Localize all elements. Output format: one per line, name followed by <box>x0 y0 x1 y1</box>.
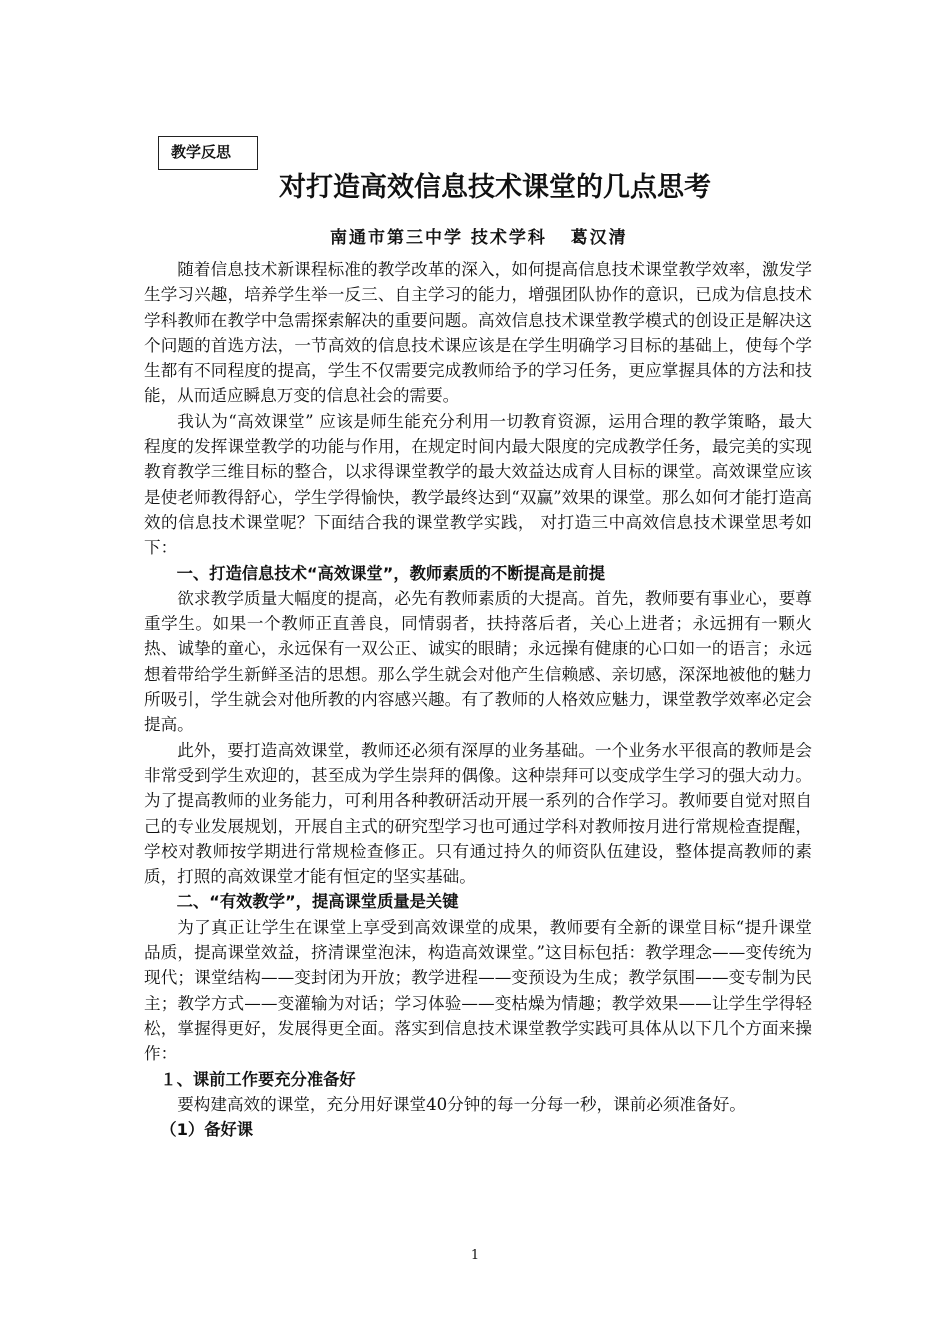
subsection-heading-1: １、课前工作要充分准备好 <box>160 1069 356 1089</box>
paragraph-effective-teaching: 为了真正让学生在课堂上享受到高效课堂的成果，教师要有全新的课堂目标“提升课堂品质，提高课堂效益，挤清课堂泡沫，构造高效课堂。”这目标包括：教学理念——变传统为现代；课堂结构——变封闭为开放；教学进程——变预设为生成；教学氛围——变专制为民主；教学方式——变灌输为对话；学习体验——变枯燥为情趣；教学效果——让学生学得轻松，掌握得更好，发展得更全面。落实到信息技术课堂教学实践可具体从以下几个方面来操作： <box>144 917 812 1064</box>
section-heading-2: 二、“有效教学”，提高课堂质量是关键 <box>176 892 459 912</box>
paragraph-teacher-quality: 欲求教学质量大幅度的提高，必先有教师素质的大提高。首先，教师要有事业心，要尊重学生。如果一个教师正直善良，同情弱者，扶持落后者，关心上进者；永远拥有一颗火热、诚挚的童心，永远保有一双公正、诚实的眼睛；永远操有健康的心口如一的语言；永远想着带给学生新鲜圣洁的思想。那么学生就会对他产生信赖感、亲切感，深深地被他的魅力所吸引，学生就会对他所教的内容感兴趣。有了教师的人格效应魅力，课堂教学效率必定会提高。 <box>144 588 812 735</box>
section-heading-1: 一、打造信息技术“高效课堂”，教师素质的不断提高是前提 <box>176 563 606 583</box>
subsection-heading-1-1: （1）备好课 <box>160 1120 254 1140</box>
page-number: 1 <box>470 1248 480 1263</box>
paragraph-definition: 我认为“高效课堂” 应该是师生能充分利用一切教育资源，运用合理的教学策略，最大程度的发挥课堂教学的功能与作用，在规定时间内最大限度的完成教学任务，最完美的实现教育教学三维目标的整合，以求得课堂教学的最大效益达成育人目标的课堂。高效课堂应该是使老师教得舒心，学生学得愉快，教学最终达到“双赢”效果的课堂。那么如何才能打造高效的信息技术课堂呢？下面结合我的课堂教学实践， 对打造三中高效信息技术课堂思考如下： <box>144 411 812 558</box>
paragraph-teacher-skills: 此外，要打造高效课堂，教师还必须有深厚的业务基础。一个业务水平很高的教师是会非常受到学生欢迎的，甚至成为学生崇拜的偶像。这种崇拜可以变成学生学习的强大动力。为了提高教师的业务能力，可利用各种教研活动开展一系列的合作学习。教师要自觉对照自己的专业发展规划，开展自主式的研究型学习也可通过学科对教师按月进行常规检查提醒，学校对教师按学期进行常规检查修正。只有通过持久的师资队伍建设，整体提高教师的素质，打照的高效课堂才能有恒定的坚实基础。 <box>144 740 812 887</box>
category-tag: 教学反思 <box>158 136 258 170</box>
article-body <box>144 257 812 1142</box>
paragraph-intro: 随着信息技术新课程标准的教学改革的深入，如何提高信息技术课堂教学效率，激发学生学习兴趣，培养学生举一反三、自主学习的能力，增强团队协作的意识，已成为信息技术学科教师在教学中急需探索解决的重要问题。高效信息技术课堂教学模式的创设正是解决这个问题的首选方法，一节高效的信息技术课应该是在学生明确学习目标的基础上，使每个学生都有不同程度的提高，学生不仅需要完成教师给予的学习任务，更应掌握具体的方法和技能，从而适应瞬息万变的信息社会的需要。 <box>144 260 812 406</box>
article-title: 对打造高效信息技术课堂的几点思考 <box>279 172 711 203</box>
author-byline: 南通市第三中学 技术学科 葛汉清 <box>330 228 628 248</box>
paragraph-preparation: 要构建高效的课堂，充分用好课堂40分钟的每一分每一秒，课前必须准备好。 <box>177 1094 746 1114</box>
